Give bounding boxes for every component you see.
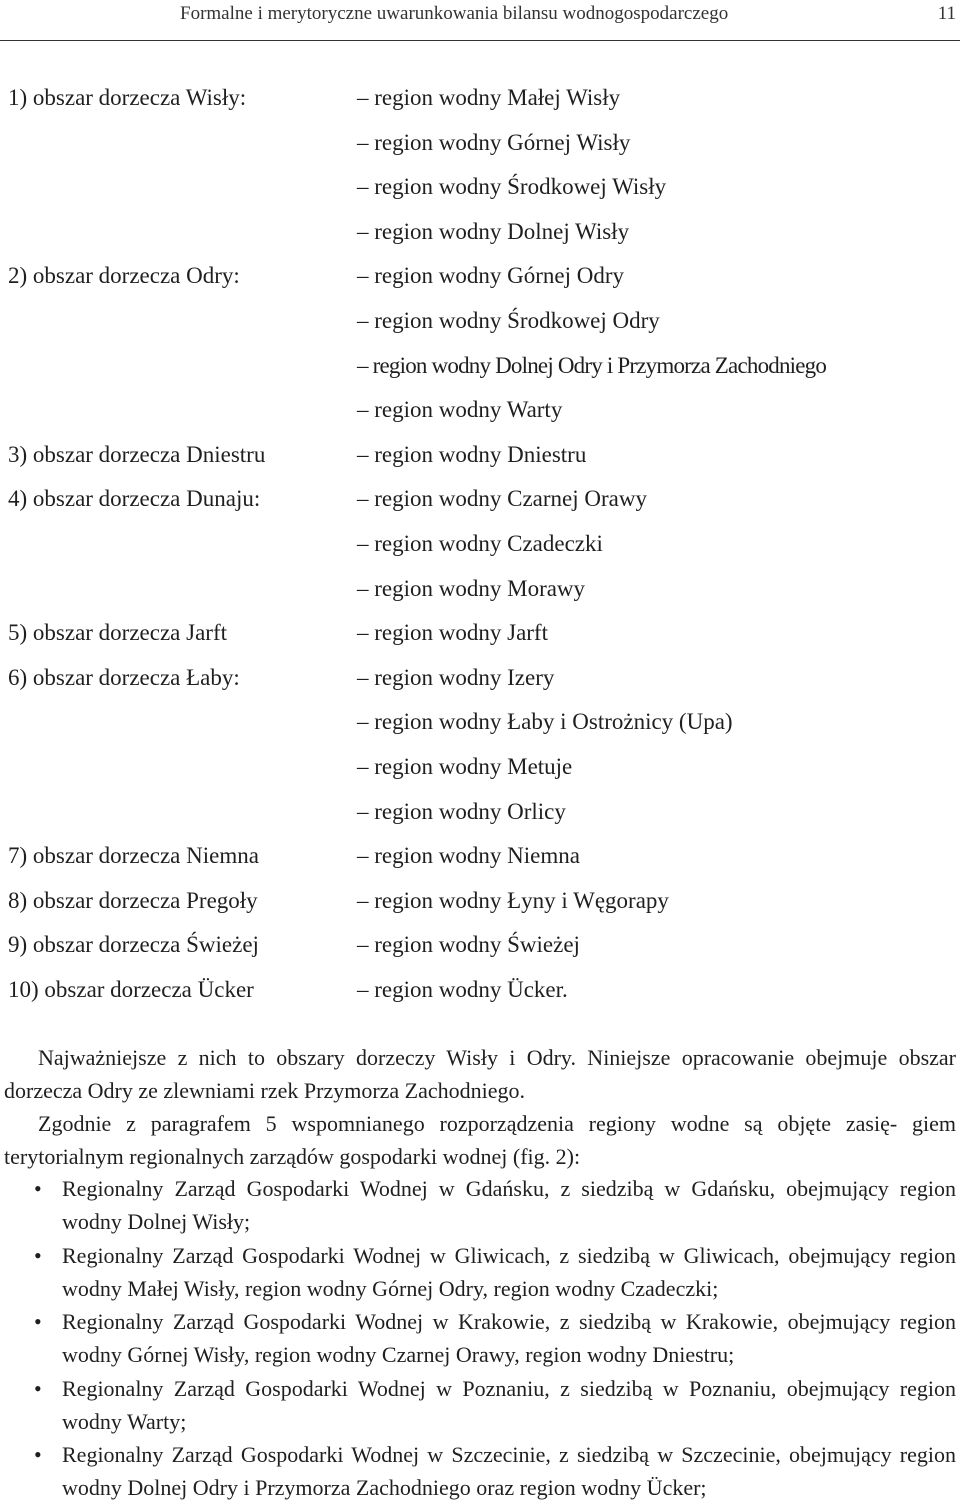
basin-label: 5) obszar dorzecza Jarft [8, 620, 228, 646]
list-item-text: Regionalny Zarząd Gospodarki Wodnej w Gliwicach, z siedzibą w Gliwicach, obejmujący region wodny Małej Wisły, region wodny Górnej Odry, region wodny Czadeczki; [62, 1242, 956, 1301]
basin-label: 1) obszar dorzecza Wisły: [8, 85, 247, 110]
water-region: – region wodny Niemna [357, 843, 580, 869]
paragraph-regulation [4, 1107, 956, 1173]
basin-row [0, 968, 960, 1013]
list-item [0, 1239, 960, 1305]
basin-row [0, 923, 960, 968]
basin-label: 2) obszar dorzecza Odry: [8, 263, 240, 289]
basin-row [0, 700, 960, 745]
basin-row [0, 522, 960, 567]
basin-row [0, 656, 960, 701]
paragraph-regulation-line-2: giem terytorialnym regionalnych zarządów gospodarki wodnej (fig. 2): [4, 1111, 957, 1169]
basin-row [0, 121, 960, 166]
water-region: – region wodny Górnej Wisły [357, 129, 631, 155]
basin-row [0, 388, 960, 433]
bullet-icon: • [34, 1309, 42, 1334]
water-region: – region wodny Czarnej Orawy [357, 486, 647, 512]
water-region: – region wodny Jarft [357, 620, 548, 646]
running-header-title: Formalne i merytoryczne uwarunkowania bilansu wodnogospodarczego [180, 3, 729, 24]
list-item-text: Regionalny Zarząd Gospodarki Wodnej w Gdańsku, z siedzibą w Gdańsku, obejmujący region wodny Dolnej Wisły; [62, 1176, 956, 1234]
bullet-icon: • [34, 1442, 42, 1467]
basin-row [0, 879, 960, 924]
list-item-text: Regionalny Zarząd Gospodarki Wodnej w Krakowie, z siedzibą w Krakowie, obejmujący region wodny Górnej Wisły, region wodny Czarnej Orawy, region wodny Dniestru; [62, 1309, 956, 1367]
paragraph-summary [4, 1041, 956, 1107]
water-region: – region wodny Łaby i Ostrożnicy (Upa) [357, 709, 733, 735]
basin-row [0, 611, 960, 656]
basin-label: 7) obszar dorzecza Niemna [8, 843, 259, 869]
list-item [0, 1172, 960, 1238]
water-region: – region wodny Dolnej Wisły [357, 218, 630, 244]
water-region: – region wodny Izery [357, 664, 555, 690]
basin-row [0, 790, 960, 835]
basin-row [0, 254, 960, 299]
basin-row [0, 210, 960, 255]
water-region: – region wodny Ücker. [357, 976, 568, 1002]
water-region: – region wodny Orlicy [357, 798, 566, 824]
list-item [0, 1438, 960, 1504]
water-region: – region wodny Łyny i Węgorapy [357, 887, 669, 913]
water-region: – region wodny Małej Wisły [357, 85, 621, 110]
water-region: – region wodny Warty [357, 397, 563, 423]
basin-row [0, 433, 960, 478]
basin-row [0, 76, 960, 121]
basin-label: 10) obszar dorzecza Ücker [8, 976, 254, 1002]
bullet-icon: • [34, 1176, 42, 1201]
water-region: – region wodny Czadeczki [357, 530, 603, 556]
list-item [0, 1305, 960, 1371]
water-region: – region wodny Środkowej Odry [357, 307, 660, 333]
basin-label: 4) obszar dorzecza Dunaju: [8, 486, 261, 512]
basin-label: 9) obszar dorzecza Świeżej [8, 932, 259, 958]
list-item [0, 1372, 960, 1438]
basin-label: 6) obszar dorzecza Łaby: [8, 664, 240, 690]
basin-row [0, 165, 960, 210]
water-region: – region wodny Świeżej [357, 932, 580, 958]
basin-row [0, 834, 960, 879]
water-region: – region wodny Metuje [357, 753, 573, 779]
water-region: – region wodny Morawy [357, 575, 586, 601]
basin-region-list [0, 76, 960, 1012]
water-region: – region wodny Środkowej Wisły [357, 174, 667, 200]
water-region: – region wodny Górnej Odry [357, 263, 625, 289]
running-header [0, 0, 960, 41]
water-region: – region wodny Dniestru [357, 441, 587, 467]
list-item-text: Regionalny Zarząd Gospodarki Wodnej w Poznaniu, z siedzibą w Poznaniu, obejmujący region wodny Warty; [62, 1375, 956, 1434]
basin-row [0, 745, 960, 790]
page-number: 11 [937, 3, 956, 24]
paragraph-regulation-line-1: Zgodnie z paragrafem 5 wspomnianego rozporządzenia regiony wodne są objęte zasię- [38, 1111, 898, 1136]
list-item-text: Regionalny Zarząd Gospodarki Wodnej w Szczecinie, z siedzibą w Szczecinie, obejmujący region wodny Dolnej Odry i Przymorza Zachodniego oraz region wodny Ücker; [62, 1442, 956, 1500]
basin-label: 8) obszar dorzecza Pregoły [8, 887, 258, 913]
bullet-icon: • [34, 1375, 42, 1401]
water-region: – region wodny Dolnej Odry i Przymorza Zachodniego [357, 352, 827, 378]
basin-row [0, 477, 960, 522]
bullet-icon: • [34, 1242, 42, 1268]
basin-row [0, 344, 960, 389]
rzgw-bullet-list [0, 1172, 960, 1505]
paragraph-summary-line-2: obszar dorzecza Odry ze zlewniami rzek Przymorza Zachodniego. [4, 1045, 956, 1103]
basin-row [0, 299, 960, 344]
basin-label: 3) obszar dorzecza Dniestru [8, 441, 266, 467]
basin-row [0, 567, 960, 612]
paragraph-summary-line-1: Najważniejsze z nich to obszary dorzeczy Wisły i Odry. Niniejsze opracowanie obejmuje [38, 1045, 888, 1070]
